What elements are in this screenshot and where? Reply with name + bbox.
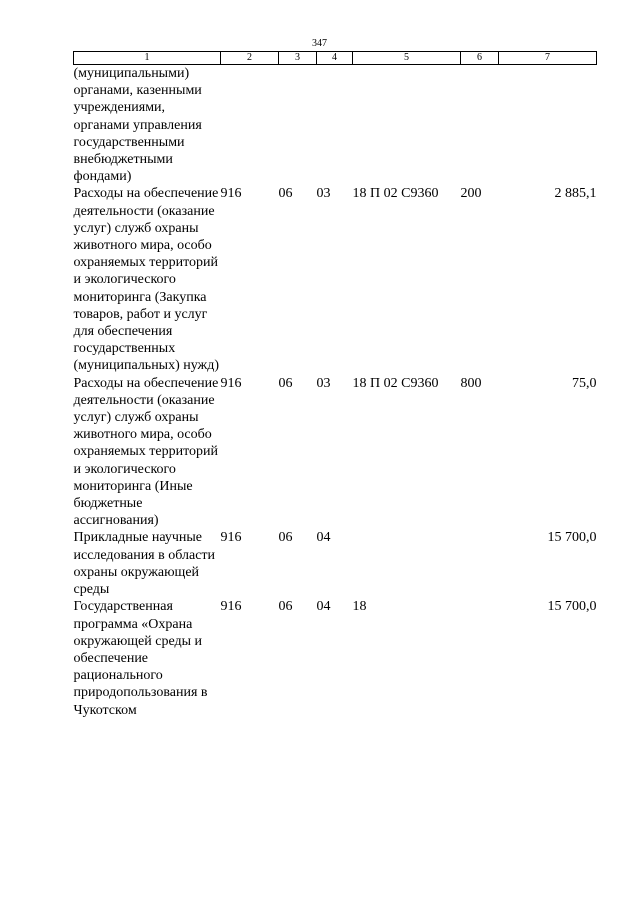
column-header-3: 3	[279, 52, 317, 65]
row-sum: 75,0	[572, 375, 597, 391]
table-header-row	[74, 52, 597, 65]
column-header-1: 1	[74, 52, 221, 65]
page-number: 347	[312, 38, 327, 49]
column-header-2: 2	[221, 52, 279, 65]
row-razdel: 06	[278, 186, 293, 202]
table-row	[74, 375, 597, 530]
row-grbs: 916	[220, 530, 242, 546]
row-vr	[461, 65, 499, 186]
budget-table	[73, 51, 597, 719]
row-name: Расходы на обеспечение деятельности (оказание услуг) служб охраны животного мира, особо охраняемых территорий и экологического мониторинга (Закупка товаров, работ и услуг для обеспечения государственных (муниципальных) нужд)	[73, 186, 220, 374]
row-csr: 18 П 02 С9360	[352, 375, 439, 391]
row-csr	[353, 65, 461, 186]
row-vr: 200	[460, 186, 482, 202]
row-sum: 15 700,0	[547, 530, 597, 546]
row-vr	[461, 598, 499, 718]
row-razdel: 06	[278, 375, 293, 391]
table-row	[74, 598, 597, 718]
row-vr	[461, 529, 499, 598]
row-razdel	[279, 65, 317, 186]
row-name: (муниципальными) органами, казенными учреждениями, органами управления государственными внебюджетными фондами)	[73, 66, 202, 185]
column-header-4: 4	[317, 52, 353, 65]
row-grbs: 916	[220, 186, 242, 202]
row-sum: 2 885,1	[554, 186, 597, 202]
row-razdel: 06	[278, 530, 293, 546]
table-row	[74, 529, 597, 598]
row-podrazdel: 03	[316, 375, 331, 391]
table-row	[74, 65, 597, 186]
row-razdel: 06	[278, 599, 293, 615]
row-grbs: 916	[220, 375, 242, 391]
row-grbs: 916	[220, 599, 242, 615]
row-name: Расходы на обеспечение деятельности (оказание услуг) служб охраны животного мира, особо охраняемых территорий и экологического мониторинга (Иные бюджетные ассигнования)	[73, 375, 219, 529]
row-name: Государственная программа «Охрана окружающей среды и обеспечение рационального природопользования в Чукотском	[73, 599, 208, 718]
column-header-7: 7	[499, 52, 597, 65]
column-header-5: 5	[353, 52, 461, 65]
row-grbs	[221, 65, 279, 186]
row-sum: 15 700,0	[547, 599, 597, 615]
table-row	[74, 185, 597, 374]
row-podrazdel: 04	[316, 530, 331, 546]
row-podrazdel: 03	[316, 186, 331, 202]
row-csr	[353, 529, 461, 598]
row-name: Прикладные научные исследования в области охраны окружающей среды	[73, 530, 216, 598]
row-csr: 18	[352, 599, 367, 615]
row-vr: 800	[460, 375, 482, 391]
row-sum	[499, 65, 597, 186]
row-podrazdel	[317, 65, 353, 186]
column-header-6: 6	[461, 52, 499, 65]
row-csr: 18 П 02 С9360	[352, 186, 439, 202]
row-podrazdel: 04	[316, 599, 331, 615]
